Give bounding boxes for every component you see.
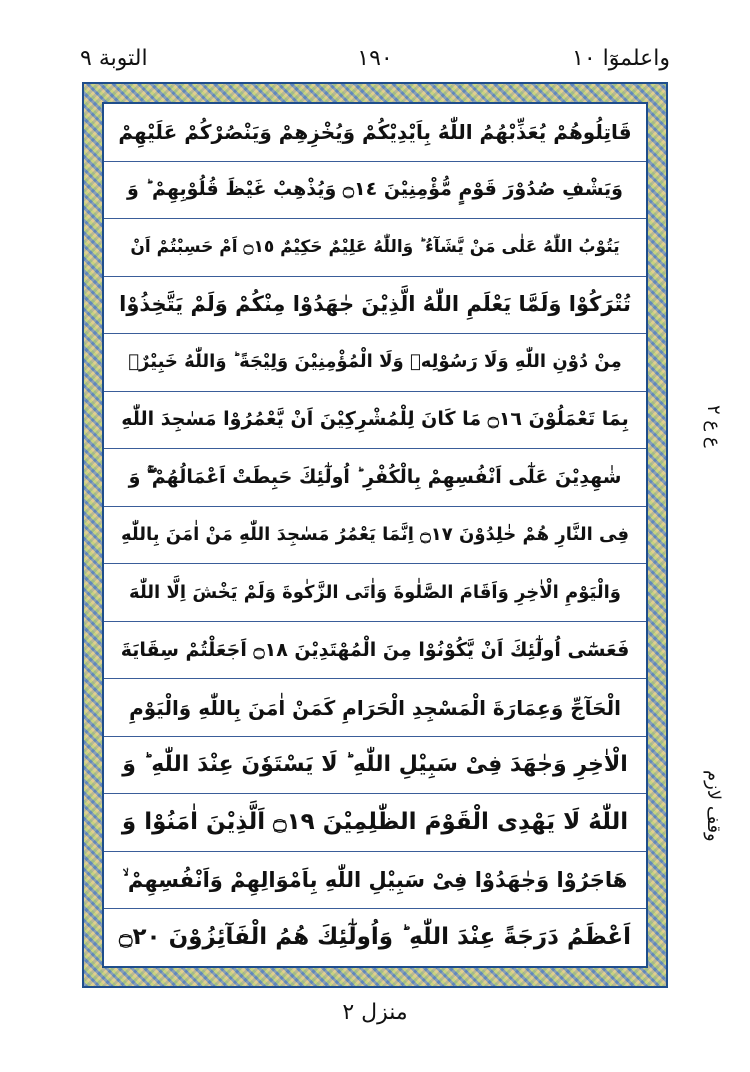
verse-line: [104, 277, 646, 335]
verse-line-text: تُتْرَكُوْا وَلَمَّا يَعْلَمِ اللّٰهُ الَّذِيْنَ جٰهَدُوْا مِنْكُمْ وَلَمْ يَتَّخِذُوْا: [119, 292, 631, 317]
verse-line-text: شٰهِدِيْنَ عَلٰٓى اَنْفُسِهِمْ بِالْكُفْرِ ؕ اُولٰٓئِكَ حَبِطَتْ اَعْمَالُهُمْ ۚۖ وَ: [128, 465, 622, 488]
verse-line: [104, 507, 646, 565]
verse-line-text: فِى النَّارِ هُمْ خٰلِدُوْنَ ۝١٧ اِنَّمَا يَعْمُرُ مَسٰجِدَ اللّٰهِ مَنْ اٰمَنَ بِاللّٰهِ: [120, 523, 630, 545]
verse-line-text: بِمَا تَعْمَلُوْنَ ۝١٦ مَا كَانَ لِلْمُشْرِكِيْنَ اَنْ يَّعْمُرُوْا مَسٰجِدَ اللّٰهِ: [121, 408, 629, 431]
surah-name: التوبة ٩: [80, 46, 148, 71]
verse-line: [104, 104, 646, 162]
text-panel: [102, 102, 648, 968]
verse-lines: [104, 104, 646, 966]
ornamental-border: [82, 82, 668, 988]
page-number: ١٩٠: [357, 46, 393, 71]
verse-line-text: اللّٰهُ لَا يَهْدِى الْقَوْمَ الظّٰلِمِيْنَ ۝١٩ اَلَّذِيْنَ اٰمَنُوْا وَ: [121, 809, 629, 836]
verse-line: [104, 334, 646, 392]
verse-line-text: وَيَشْفِ صُدُوْرَ قَوْمٍ مُّؤْمِنِيْنَ ۝١٤ وَيُذْهِبْ غَيْظَ قُلُوْبِهِمْ ؕ وَ: [127, 178, 623, 201]
verse-line-text: الْاٰخِرِ وَجٰهَدَ فِىْ سَبِيْلِ اللّٰهِ ؕ لَا يَسْتَوٗنَ عِنْدَ اللّٰهِ ؕ وَ: [122, 752, 628, 778]
verse-line-text: قَاتِلُوهُمْ يُعَذِّبْهُمُ اللّٰهُ بِاَيْدِيْكُمْ وَيُخْزِهِمْ وَيَنْصُرْكُمْ عَلَيْهِمْ: [118, 120, 632, 145]
verse-line-text: وَالْيَوْمِ الْاٰخِرِ وَاَقَامَ الصَّلٰوةَ وَاٰتَى الزَّكٰوةَ وَلَمْ يَخْشَ اِلَّا اللّٰهَ: [129, 581, 621, 603]
waqf-marker: وقف لازم: [703, 770, 724, 842]
verse-line-text: مِنْ دُوْنِ اللّٰهِ وَلَا رَسُوْلِهٖ وَلَا الْمُؤْمِنِيْنَ وَلِيْجَةً ؕ وَاللّٰهُ خَبِيْرٌۢ: [128, 351, 622, 373]
verse-line: [104, 564, 646, 622]
verse-line: [104, 219, 646, 277]
verse-line-text: اَعْظَمُ دَرَجَةً عِنْدَ اللّٰهِ ؕ وَاُولٰٓئِكَ هُمُ الْفَآئِزُوْنَ ۝٢٠: [119, 924, 631, 951]
verse-line-text: هَاجَرُوْا وَجٰهَدُوْا فِىْ سَبِيْلِ اللّٰهِ بِاَمْوَالِهِمْ وَاَنْفُسِهِمْ ۙ: [122, 867, 628, 892]
verse-line: [104, 852, 646, 910]
verse-line: [104, 622, 646, 680]
manzil-footer: منزل ٢: [342, 1000, 408, 1025]
verse-line: [104, 449, 646, 507]
verse-line-text: يَتُوْبُ اللّٰهُ عَلٰى مَنْ يَّشَآءُ ؕ وَاللّٰهُ عَلِيْمٌ حَكِيْمٌ ۝١٥ اَمْ حَسِبْتُمْ اَنْ: [130, 236, 620, 257]
verse-line: [104, 737, 646, 795]
verse-line: [104, 679, 646, 737]
verse-line-text: الْحَآجِّ وَعِمَارَةَ الْمَسْجِدِ الْحَرَامِ كَمَنْ اٰمَنَ بِاللّٰهِ وَالْيَوْمِ: [129, 695, 621, 720]
verse-line-text: فَعَسٰٓى اُولٰٓئِكَ اَنْ يَّكُوْنُوْا مِنَ الْمُهْتَدِيْنَ ۝١٨ اَجَعَلْتُمْ سِقَايَةَ: [120, 638, 630, 661]
para-name: واعلموٓا ١٠: [572, 46, 670, 71]
ruku-marker: ع ع ٢: [703, 405, 724, 448]
page-header: [80, 40, 670, 80]
verse-line: [104, 392, 646, 450]
verse-line: [104, 162, 646, 220]
verse-line: [104, 794, 646, 852]
verse-line: [104, 909, 646, 966]
